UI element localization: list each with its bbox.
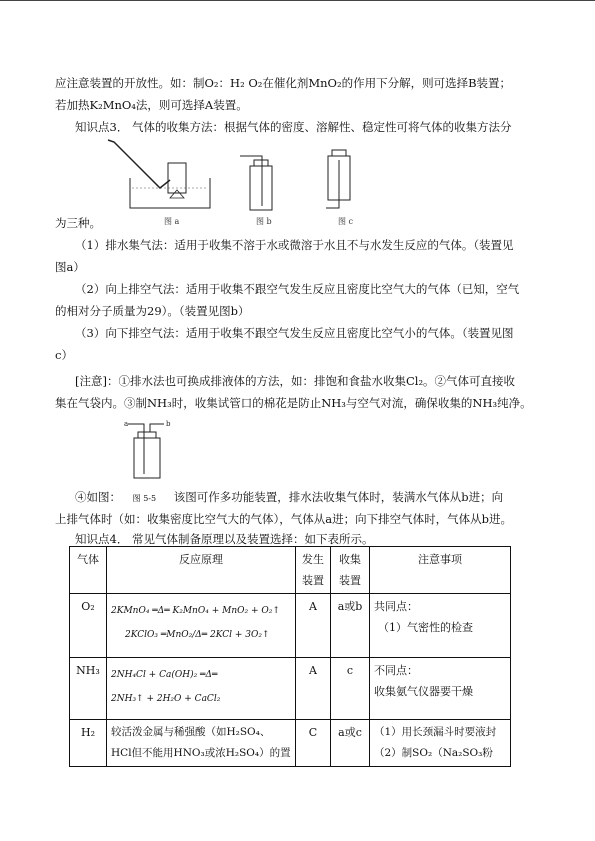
table-row bbox=[70, 594, 511, 658]
cell-gas: H₂ bbox=[70, 720, 107, 767]
header-collector: 收集 装置 bbox=[331, 547, 370, 594]
paragraph-line: 上排气体时（如：收集密度比空气大的气体），气体从a进；向下排空气体时，气体从b进。 bbox=[55, 512, 512, 526]
header-generator: 发生 装置 bbox=[296, 547, 331, 594]
paragraph-line: c） bbox=[55, 348, 73, 362]
figure-c-caption: 图 c bbox=[338, 217, 354, 226]
cell-principle: 较活泼金属与稀强酸（如H₂SO₄、 HCl但不能用HNO₃或浓H₂SO₄）的置 bbox=[107, 720, 296, 767]
cell-gas: NH₃ bbox=[70, 658, 107, 720]
header-principle: 反应原理 bbox=[107, 547, 296, 594]
table-row bbox=[70, 658, 511, 720]
paragraph-line: 应注意装置的开放性。如：制O₂：H₂ O₂在催化剂MnO₂的作用下分解，则可选择B装置； bbox=[55, 76, 512, 90]
figure-a-water-collection bbox=[108, 140, 210, 208]
header-gas: 气体 bbox=[70, 547, 107, 594]
page-top-border bbox=[0, 0, 595, 1]
cell-notes: 不同点： 收集氨气仪器要干燥 bbox=[370, 658, 511, 720]
cell-collector: a或b bbox=[331, 594, 370, 658]
cell-principle: 2KMnO₄ ═Δ═ K₂MnO₄ + MnO₂ + O₂↑ 2KClO₃ ═MnO₂/Δ═ 2KCl + 3O₂↑ bbox=[107, 594, 296, 658]
cell-gas: O₂ bbox=[70, 594, 107, 658]
table-row bbox=[70, 720, 511, 767]
paragraph-line: 图a） bbox=[55, 260, 85, 274]
multifunction-bottle-figure bbox=[118, 418, 190, 486]
bottle-caption: 图 5-5 bbox=[132, 494, 157, 503]
figure-a-caption: 图 a bbox=[164, 217, 180, 226]
paragraph-line: 若加热K₂MnO₄法，则可选择A装置。 bbox=[55, 98, 248, 112]
paragraph-line: 为三种。 bbox=[55, 216, 101, 230]
cell-collector: a或c bbox=[331, 720, 370, 767]
paragraph-line: （2）向上排空气法：适用于收集不跟空气发生反应且密度比空气大的气体（已知，空气 bbox=[75, 282, 520, 296]
figure-b-caption: 图 b bbox=[256, 217, 272, 226]
cell-generator: A bbox=[296, 594, 331, 658]
knowledge-point-3: 知识点3． 气体的收集方法：根据气体的密度、溶解性、稳定性可将气体的收集方法分 bbox=[75, 120, 512, 134]
note-line: 集在气袋内。③制NH₃时，收集试管口的棉花是防止NH₃与空气对流，确保收集的NH₃纯净。 bbox=[55, 396, 532, 410]
figure-b-upward-air bbox=[240, 156, 272, 210]
paragraph-line: （1）排水集气法：适用于收集不溶于水或微溶于水且不与水发生反应的气体。（装置见 bbox=[75, 238, 514, 252]
note-line: [注意]：①排水法也可换成排液体的方法，如：排饱和食盐水收集Cl₂。②气体可直接收 bbox=[75, 374, 516, 388]
port-a-label: a bbox=[124, 420, 129, 428]
knowledge-point-4: 知识点4． 常见气体制备原理以及装置选择：如下表所示。 bbox=[75, 532, 374, 546]
cell-principle: 2NH₄Cl + Ca(OH)₂ ═Δ═ 2NH₃↑ + 2H₂O + CaCl₂ bbox=[107, 658, 296, 720]
cell-generator: A bbox=[296, 658, 331, 720]
figure-c-downward-air bbox=[326, 150, 350, 208]
gas-preparation-table bbox=[69, 546, 511, 767]
cell-notes: 共同点： （1）气密性的检查 bbox=[370, 594, 511, 658]
cell-notes: （1）用长颈漏斗时要液封 （2）制SO₂（Na₂SO₃粉 bbox=[370, 720, 511, 767]
cell-collector: c bbox=[331, 658, 370, 720]
paragraph-line: （3）向下排空气法：适用于收集不跟空气发生反应且密度比空气小的气体。（装置见图 bbox=[75, 326, 514, 340]
cell-generator: C bbox=[296, 720, 331, 767]
table-header-row bbox=[70, 547, 511, 594]
port-b-label: b bbox=[166, 420, 171, 428]
figure-description-line: ④如图： 图 5-5 该图可作多功能装置，排水法收集气体时，装满水气体从b进；向 bbox=[75, 490, 504, 504]
header-notes: 注意事项 bbox=[370, 547, 511, 594]
paragraph-line: 的相对分子质量为29）。（装置见图b） bbox=[55, 304, 250, 318]
